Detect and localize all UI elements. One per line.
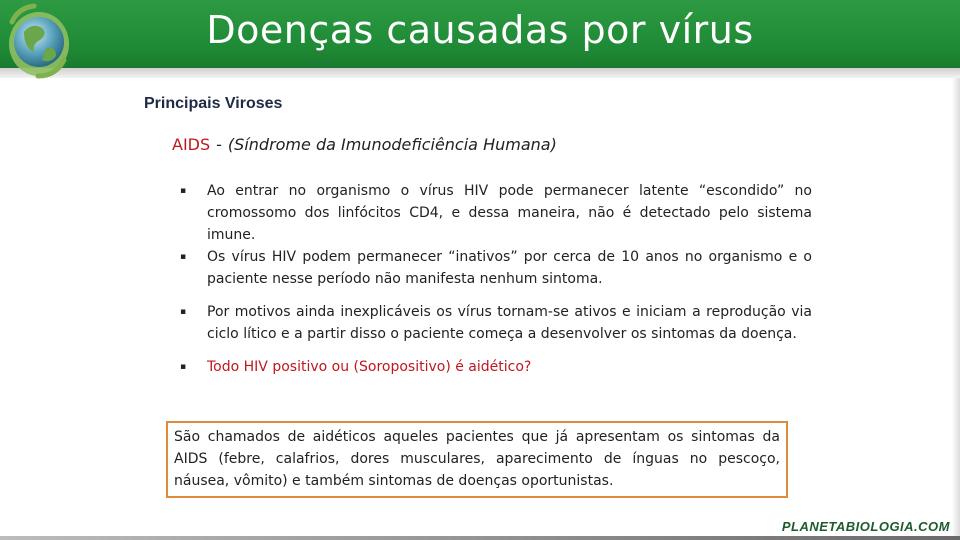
bullet-icon: ▪ — [180, 252, 187, 262]
topic-line — [172, 135, 557, 154]
bullet-icon: ▪ — [180, 362, 187, 372]
header-stripe — [0, 68, 960, 78]
site-logo: PLANETABIOLOGIA.COM — [781, 519, 950, 534]
bottom-line — [0, 536, 960, 540]
answer-box: São chamados de aidéticos aqueles pacientes que já apresentam os sintomas da AIDS (febre, calafrios, dores musculares, aparecimento de ínguas no pescoço, náusea, vômito) e também sintomas de doenças oportunistas. — [166, 421, 788, 498]
question-text: Todo HIV positivo ou (Soropositivo) é aidético? — [207, 359, 532, 375]
list-item — [180, 356, 812, 378]
bullet-icon: ▪ — [180, 307, 187, 317]
list-item — [180, 246, 812, 290]
bullet-text: Ao entrar no organismo o vírus HIV pode permanecer latente “escondido” no cromossomo dos linfócitos CD4, e dessa maneira, não é detectado pelo sistema imune. — [207, 183, 812, 243]
bullet-text: Por motivos ainda inexplicáveis os vírus tornam-se ativos e iniciam a reprodução via ciclo lítico e a partir disso o paciente começa a desenvolver os sintomas da doença. — [207, 304, 812, 342]
section-title: Principais Viroses — [144, 95, 283, 112]
bullet-icon: ▪ — [180, 186, 187, 196]
list-item — [180, 180, 812, 246]
topic-definition: (Síndrome da Imunodeficiência Humana) — [227, 135, 557, 154]
list-item — [180, 301, 812, 345]
slide-title: Doenças causadas por vírus — [206, 8, 754, 52]
topic-name: AIDS — [172, 135, 211, 154]
topic-separator: - — [216, 135, 222, 154]
bullet-text: Os vírus HIV podem permanecer “inativos” por cerca de 10 anos no organismo e o paciente nesse período não manifesta nenhum sintoma. — [207, 249, 812, 287]
slide-edge-shadow — [952, 78, 960, 540]
bullet-list — [180, 180, 812, 378]
